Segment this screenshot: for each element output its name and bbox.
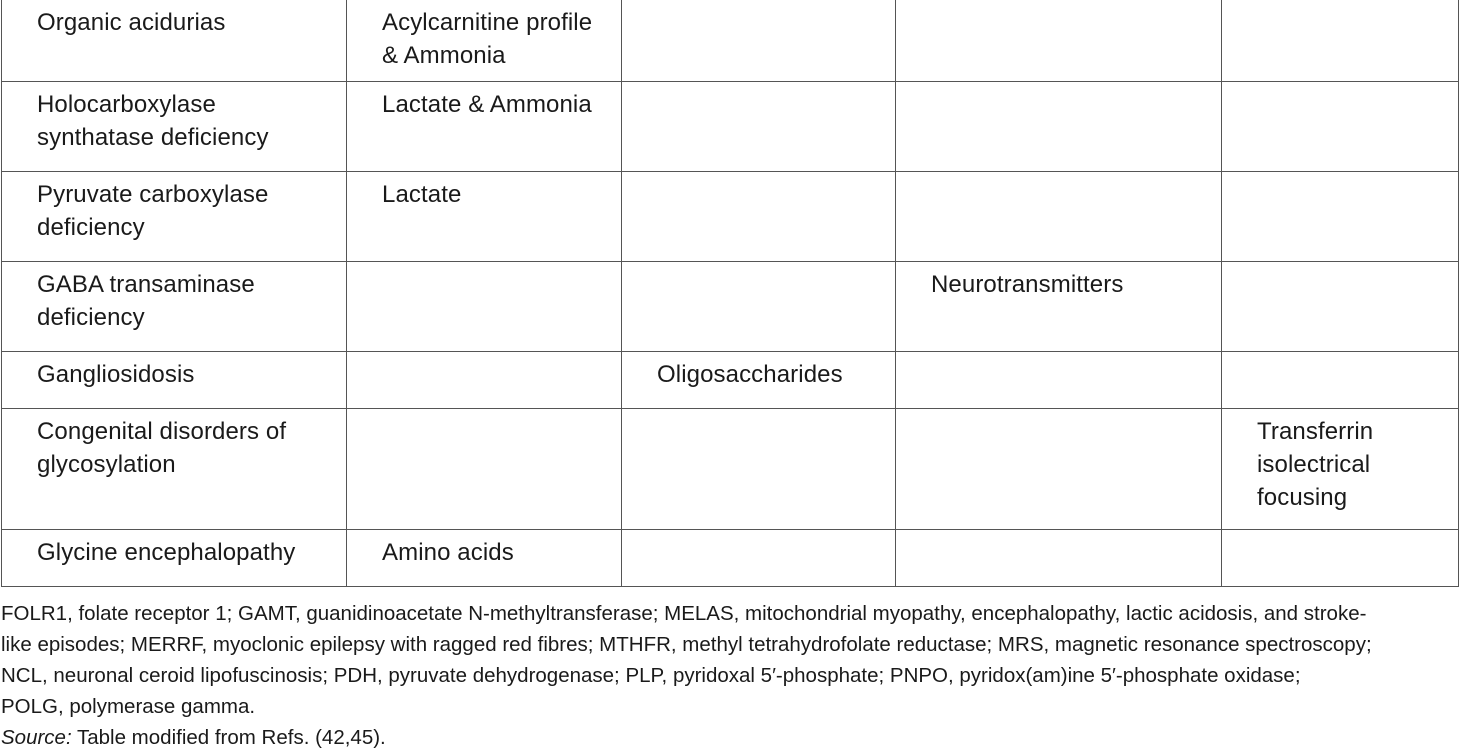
test-cell (1222, 530, 1459, 587)
test-cell (1222, 172, 1459, 262)
test-cell (1222, 352, 1459, 409)
test-cell: Amino acids (347, 530, 622, 587)
disorder-cell: Gangliosidosis (2, 352, 347, 409)
footnote-line: FOLR1, folate receptor 1; GAMT, guanidinoacetate N-methyltransferase; MELAS, mitochondrial myopathy, encephalopathy, lactic acidosis, and stroke- (1, 602, 1367, 625)
test-cell: Oligosaccharides (622, 352, 896, 409)
table-row (2, 172, 1459, 262)
disorder-cell: GABA transaminase deficiency (2, 262, 347, 352)
table-row (2, 0, 1459, 82)
test-cell (622, 172, 896, 262)
footnote-line: like episodes; MERRF, myoclonic epilepsy with ragged red fibres; MTHFR, methyl tetrahydrofolate reductase; MRS, magnetic resonance spectroscopy; (1, 633, 1372, 656)
test-cell (896, 409, 1222, 530)
footnote-line: POLG, polymerase gamma. (1, 695, 256, 718)
test-cell (1222, 262, 1459, 352)
test-cell (1222, 0, 1459, 82)
test-cell (347, 409, 622, 530)
disorder-cell: Pyruvate carboxylase deficiency (2, 172, 347, 262)
table-row (2, 352, 1459, 409)
table-row (2, 409, 1459, 530)
test-cell: Acylcarnitine profile & Ammonia (347, 0, 622, 82)
table-row (2, 262, 1459, 352)
test-cell: Neurotransmitters (896, 262, 1222, 352)
test-cell (347, 262, 622, 352)
test-cell: Lactate (347, 172, 622, 262)
test-cell (347, 352, 622, 409)
test-cell (622, 409, 896, 530)
test-cell (622, 262, 896, 352)
test-cell (622, 0, 896, 82)
test-cell (896, 0, 1222, 82)
test-cell (896, 530, 1222, 587)
test-cell (1222, 82, 1459, 172)
table-row (2, 530, 1459, 587)
disorder-cell: Congenital disorders of glycosylation (2, 409, 347, 530)
source-label: Source: (1, 726, 72, 749)
test-cell: Transferrin isolectrical focusing (1222, 409, 1459, 530)
disorder-cell: Holocarboxylase synthatase deficiency (2, 82, 347, 172)
test-cell (622, 82, 896, 172)
test-cell (896, 82, 1222, 172)
test-cell: Lactate & Ammonia (347, 82, 622, 172)
abbreviations-footnote (1, 598, 1421, 722)
test-cell (896, 352, 1222, 409)
source-text: Table modified from Refs. (42,45). (71, 726, 386, 749)
disorder-cell: Organic acidurias (2, 0, 347, 82)
disorders-table (1, 0, 1459, 587)
table-row (2, 82, 1459, 172)
test-cell (896, 172, 1222, 262)
source-note (1, 722, 386, 753)
disorder-cell: Glycine encephalopathy (2, 530, 347, 587)
disorders-table-container (1, 0, 1458, 587)
footnote-line: NCL, neuronal ceroid lipofuscinosis; PDH, pyruvate dehydrogenase; PLP, pyridoxal 5′-phosphate; PNPO, pyridox(am)ine 5′-phosphate oxidase; (1, 664, 1301, 687)
test-cell (622, 530, 896, 587)
